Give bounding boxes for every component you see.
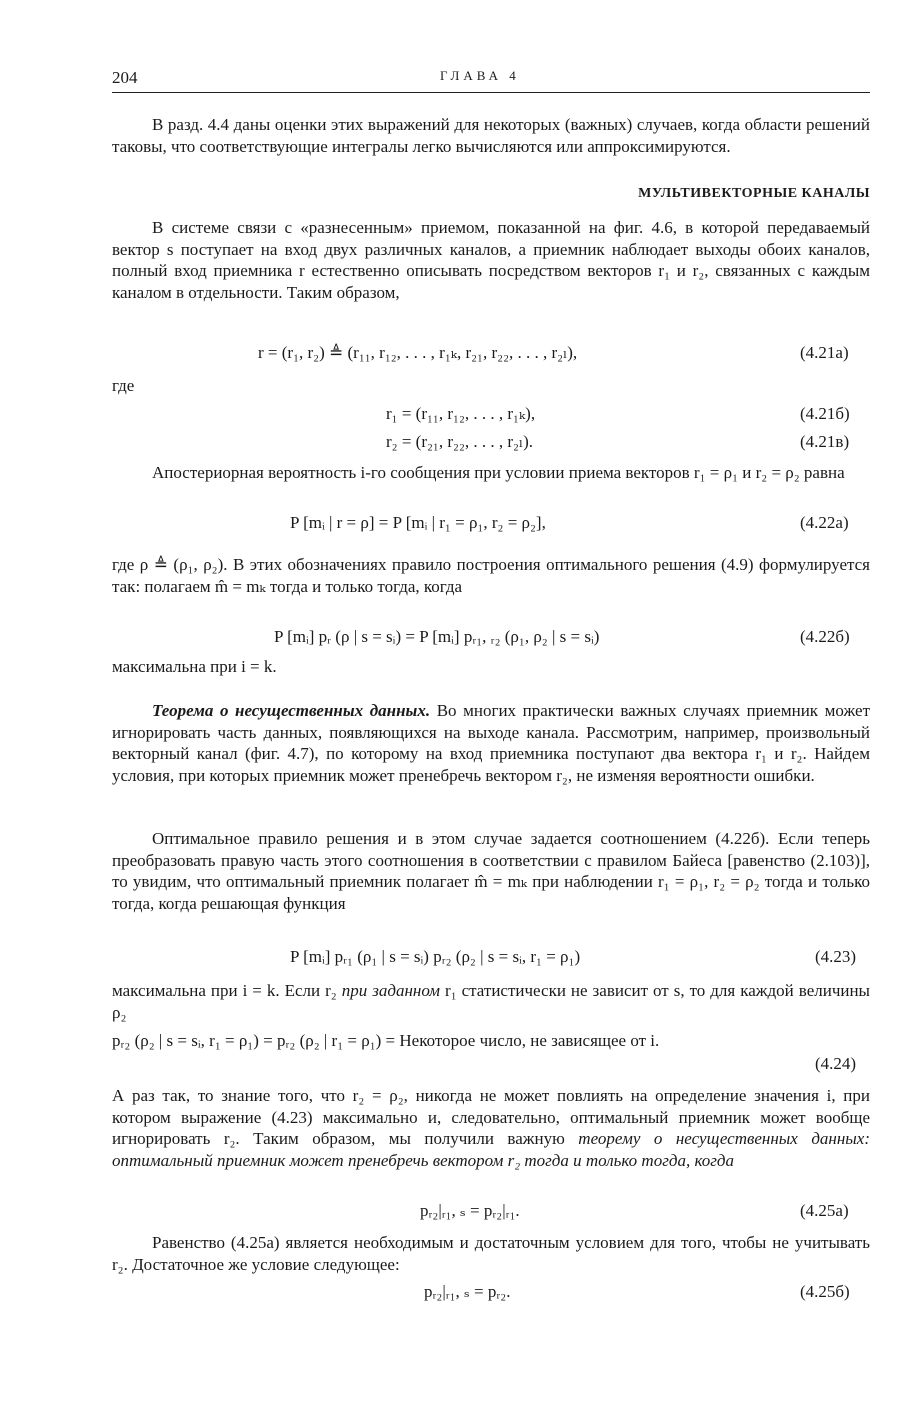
independence-text-a: максимальна при i = k. Если r₂ <box>112 981 342 1000</box>
equation-4-22a: P [mᵢ | r = ρ] = P [mᵢ | r₁ = ρ₁, r₂ = ρ₂], <box>290 513 546 532</box>
paragraph-optimal-rule: Оптимальное правило решения и в этом случае задается соотношением (4.22б). Если теперь преобразовать правую часть этого соотношения в соответствии с правилом Байеса [равенство (2.103)], то увидим, что оптимальный приемник полагает m̂ = mₖ при наблюдении r₁ = ρ₁, r₂ = ρ₂ тогда и только тогда, когда решающая функция <box>112 829 870 913</box>
equation-number-4-24: (4.24) <box>815 1054 857 1073</box>
paragraph-independence <box>112 980 870 1023</box>
independence-text-italic: при заданном <box>341 981 441 1000</box>
theorem-body: Во многих практически важных случаях приемник может игнорировать часть данных, появляющихся на выходе канала. Рассмотрим, например, произвольный векторный канал (фиг. 4.7), по которому на вход приемника поступают два вектора r₁ и r₂. Найдем условия, при которых приемник может пренебречь вектором r₂, не изменяя вероятности ошибки. <box>112 701 870 785</box>
equation-4-23: P [mᵢ] pᵣ₁ (ρ₁ | s = sᵢ) pᵣ₂ (ρ₂ | s = sᵢ, r₁ = ρ₁) <box>290 947 581 966</box>
equation-4-25a: pᵣ₂|ᵣ₁, ₛ = pᵣ₂|ᵣ₁. <box>420 1201 520 1220</box>
equation-4-21v: r₂ = (r₂₁, r₂₂, . . . , r₂ₗ). <box>386 432 533 451</box>
header-rule <box>112 92 870 93</box>
conclusion-theorem-statement: теорему о несущественных данных: оптимальный приемник может пренебречь вектором r₂ тогда и только тогда, когда <box>112 1129 871 1170</box>
paragraph-decision-rule: где ρ ≜ (ρ₁, ρ₂). В этих обозначениях правило построения оптимального решения (4.9) формулируется так: полагаем m̂ = mₖ тогда и только тогда, когда <box>112 555 870 596</box>
paragraph-irrelevance-conclusion <box>112 1085 870 1171</box>
equation-4-24: pᵣ₂ (ρ₂ | s = sᵢ, r₁ = ρ₁) = pᵣ₂ (ρ₂ | r₁ = ρ₁) = Некоторое число, не зависящее от i. <box>112 1031 660 1050</box>
paragraph-theorem <box>112 700 870 786</box>
equation-4-21a: r = (r₁, r₂) ≜ (r₁₁, r₁₂, . . . , r₁ₖ, r₂₁, r₂₂, . . . , r₂ₗ), <box>258 343 578 362</box>
theorem-title: Теорема о несущественных данных. <box>152 701 431 720</box>
equation-number-4-21a: (4.21а) <box>800 343 849 362</box>
paragraph-posterior: Апостериорная вероятность i-го сообщения при условии приема векторов r₁ = ρ₁ и r₂ = ρ₂ равна <box>152 463 845 482</box>
paragraph-intro: В разд. 4.4 даны оценки этих выражений для некоторых (важных) случаев, когда области решений таковы, что соответствующие интегралы легко вычисляются или аппроксимируются. <box>112 115 870 156</box>
word-where: где <box>112 376 135 395</box>
equation-4-25b: pᵣ₂|ᵣ₁, ₛ = pᵣ₂. <box>424 1282 511 1301</box>
paragraph-necessary-sufficient: Равенство (4.25а) является необходимым и достаточным условием для того, чтобы не учитывать r₂. Достаточное же условие следующее: <box>112 1233 870 1274</box>
running-head: ГЛАВА 4 <box>440 68 520 83</box>
conclusion-text: А раз так, то знание того, что r₂ = ρ₂, никогда не может повлиять на определение значения i, при котором выражение (4.23) максимально и, следовательно, оптимальный приемник может вообще игнорировать r₂. Таким образом, мы получили важную <box>112 1086 870 1148</box>
equation-number-4-25b: (4.25б) <box>800 1282 850 1301</box>
equation-number-4-22b: (4.22б) <box>800 627 850 646</box>
section-title: МУЛЬТИВЕКТОРНЫЕ КАНАЛЫ <box>638 186 870 201</box>
equation-number-4-22a: (4.22а) <box>800 513 849 532</box>
page-number: 204 <box>112 68 138 87</box>
equation-4-21b: r₁ = (r₁₁, r₁₂, . . . , r₁ₖ), <box>386 404 536 423</box>
equation-4-22b: P [mᵢ] pᵣ (ρ | s = sᵢ) = P [mᵢ] pᵣ₁, ᵣ₂ (ρ₁, ρ₂ | s = sᵢ) <box>274 627 600 646</box>
equation-number-4-23: (4.23) <box>815 947 857 966</box>
equation-number-4-21b: (4.21б) <box>800 404 850 423</box>
paragraph-maximal: максимальна при i = k. <box>112 657 277 676</box>
independence-text-b: r₁ статистически не зависит от s, то для каждой величины ρ₂ <box>112 981 870 1022</box>
equation-number-4-25a: (4.25а) <box>800 1201 849 1220</box>
equation-number-4-21v: (4.21в) <box>800 432 850 451</box>
paragraph-multichannel: В системе связи с «разнесенным» приемом, показанной на фиг. 4.6, в которой передаваемый вектор s поступает на вход двух различных каналов, а приемник наблюдает выходы обоих каналов, полный вход приемника r естественно описывать посредством векторов r₁ и r₂, связанных с каждым каналом в отдельности. Таким образом, <box>112 218 870 302</box>
